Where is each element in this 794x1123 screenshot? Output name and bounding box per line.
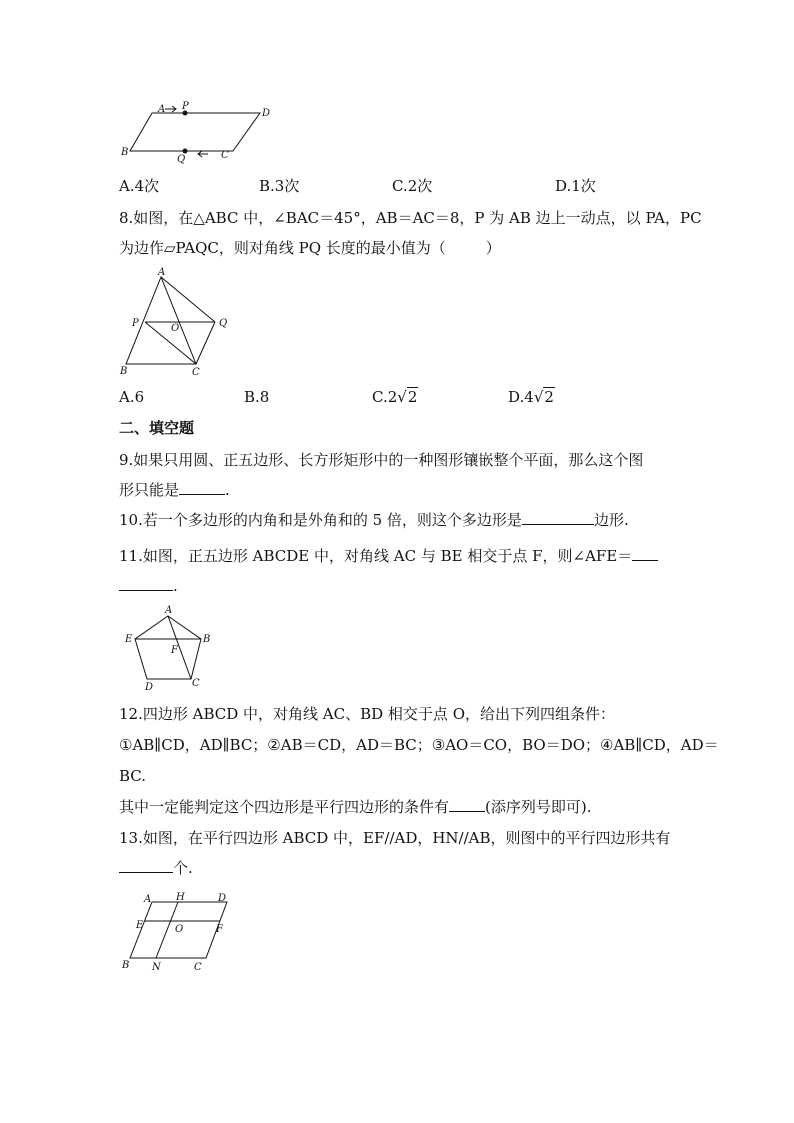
q10-text-end: 边形. xyxy=(593,511,629,529)
label-a: A xyxy=(144,894,152,905)
label-q: Q xyxy=(219,318,228,329)
sqrt-symbol: √2 xyxy=(397,388,418,406)
q13-text-line2 xyxy=(119,858,193,878)
q9-text-line1: 9.如果只用圆、正五边形、长方形矩形中的一种图形镶嵌整个平面，那么这个图 xyxy=(119,451,644,469)
label-a: A xyxy=(158,104,166,115)
q12-text-line4-start: 其中一定能判定这个四边形是平行四边形的条件有 xyxy=(119,798,450,816)
q8-text-line2-end: ） xyxy=(485,239,501,257)
sqrt-radicand: 2 xyxy=(544,388,554,406)
figure-parallelogram-moving-points xyxy=(118,98,278,166)
q8-text-line1: 8.如图，在△ABC 中，∠BAC＝45°，AB＝AC＝8，P 为 AB 边上一动点，以 PA，PC xyxy=(119,209,702,227)
q8-option-a: A.6 xyxy=(119,388,145,406)
parallelogram-abcd-outline xyxy=(130,113,260,151)
answer-blank[interactable] xyxy=(449,797,485,812)
q8-option-b: B.8 xyxy=(244,388,270,406)
q7-option-d: D.1次 xyxy=(555,177,596,195)
q11-text-line2-end: . xyxy=(173,577,178,595)
label-h: H xyxy=(176,892,185,903)
label-a: A xyxy=(158,267,166,278)
q11-text-line1-start: 11.如图，正五边形 ABCDE 中，对角线 AC 与 BE 相交于点 F，则∠AFE＝ xyxy=(119,547,633,565)
label-q: Q xyxy=(177,154,186,165)
q7-option-c: C.2次 xyxy=(392,177,433,195)
label-b: B xyxy=(122,960,130,971)
figure-regular-pentagon xyxy=(118,602,218,694)
q11-text-line1 xyxy=(119,546,658,566)
q11-text-line2 xyxy=(119,576,178,596)
q9-text-line2-start: 形只能是 xyxy=(119,481,180,499)
label-b: B xyxy=(120,366,128,377)
answer-blank-continued[interactable] xyxy=(119,576,173,591)
segment-aq xyxy=(161,277,215,322)
label-a: A xyxy=(165,605,173,616)
label-p: P xyxy=(182,101,189,112)
q12-text-line2: ①AB∥CD，AD∥BC；②AB＝CD，AD＝BC；③AO＝CO，BO＝DO；④AB∥CD，AD＝ xyxy=(119,736,719,754)
q10-text-start: 10.若一个多边形的内角和是外角和的 5 倍，则这个多边形是 xyxy=(119,511,522,529)
label-p: P xyxy=(132,318,139,329)
figure-parallelogram-subdivided xyxy=(118,892,248,976)
figure-triangle-parallelogram xyxy=(118,266,238,378)
answer-blank[interactable] xyxy=(119,858,173,873)
q8-text-line2 xyxy=(119,238,501,258)
q7-option-b: B.3次 xyxy=(259,177,300,195)
label-b: B xyxy=(203,634,211,645)
q10-text xyxy=(119,510,629,530)
q8-option-d-label: D.4 xyxy=(508,388,534,406)
q9-text-line2 xyxy=(119,480,230,500)
section-heading-fill-in: 二、填空题 xyxy=(119,419,195,437)
sqrt-symbol: √2 xyxy=(533,388,554,406)
q13-text-line2-end: 个. xyxy=(173,859,193,877)
answer-blank[interactable] xyxy=(522,510,594,525)
label-o: O xyxy=(175,924,184,935)
q12-text-line4 xyxy=(119,797,592,817)
label-c: C xyxy=(192,367,200,378)
q12-text-line3: BC. xyxy=(119,767,147,785)
answer-blank[interactable] xyxy=(632,546,658,561)
label-d: D xyxy=(262,108,271,119)
label-c: C xyxy=(194,962,202,973)
q13-text-line1: 13.如图，在平行四边形 ABCD 中，EF//AD，HN//AB，则图中的平行四边形共有 xyxy=(119,829,671,847)
q8-option-d xyxy=(508,387,555,407)
sqrt-radicand: 2 xyxy=(407,388,418,406)
label-d: D xyxy=(218,893,227,904)
label-b: B xyxy=(121,147,129,158)
q12-text-line4-end: (添序列号即可). xyxy=(485,798,592,816)
point-q-dot xyxy=(183,149,188,154)
pentagon-abcde xyxy=(135,616,201,679)
q8-option-c xyxy=(372,387,418,407)
label-n: N xyxy=(152,962,161,973)
q7-option-a: A.4次 xyxy=(119,177,160,195)
q8-option-c-label: C.2 xyxy=(372,388,398,406)
q8-text-line2-start: 为边作▱PAQC，则对角线 PQ 长度的最小值为（ xyxy=(119,239,446,257)
label-c: C xyxy=(192,678,200,689)
label-f: F xyxy=(171,645,178,656)
answer-blank[interactable] xyxy=(179,480,225,495)
label-c: C xyxy=(221,150,229,161)
label-o: O xyxy=(171,323,180,334)
label-e: E xyxy=(136,920,144,931)
label-d: D xyxy=(145,682,154,693)
q12-text-line1: 12.四边形 ABCD 中，对角线 AC、BD 相交于点 O，给出下列四组条件： xyxy=(119,705,615,723)
label-f: F xyxy=(216,924,223,935)
q9-text-line2-end: . xyxy=(225,481,230,499)
segment-qc xyxy=(196,322,215,364)
label-e: E xyxy=(125,634,133,645)
